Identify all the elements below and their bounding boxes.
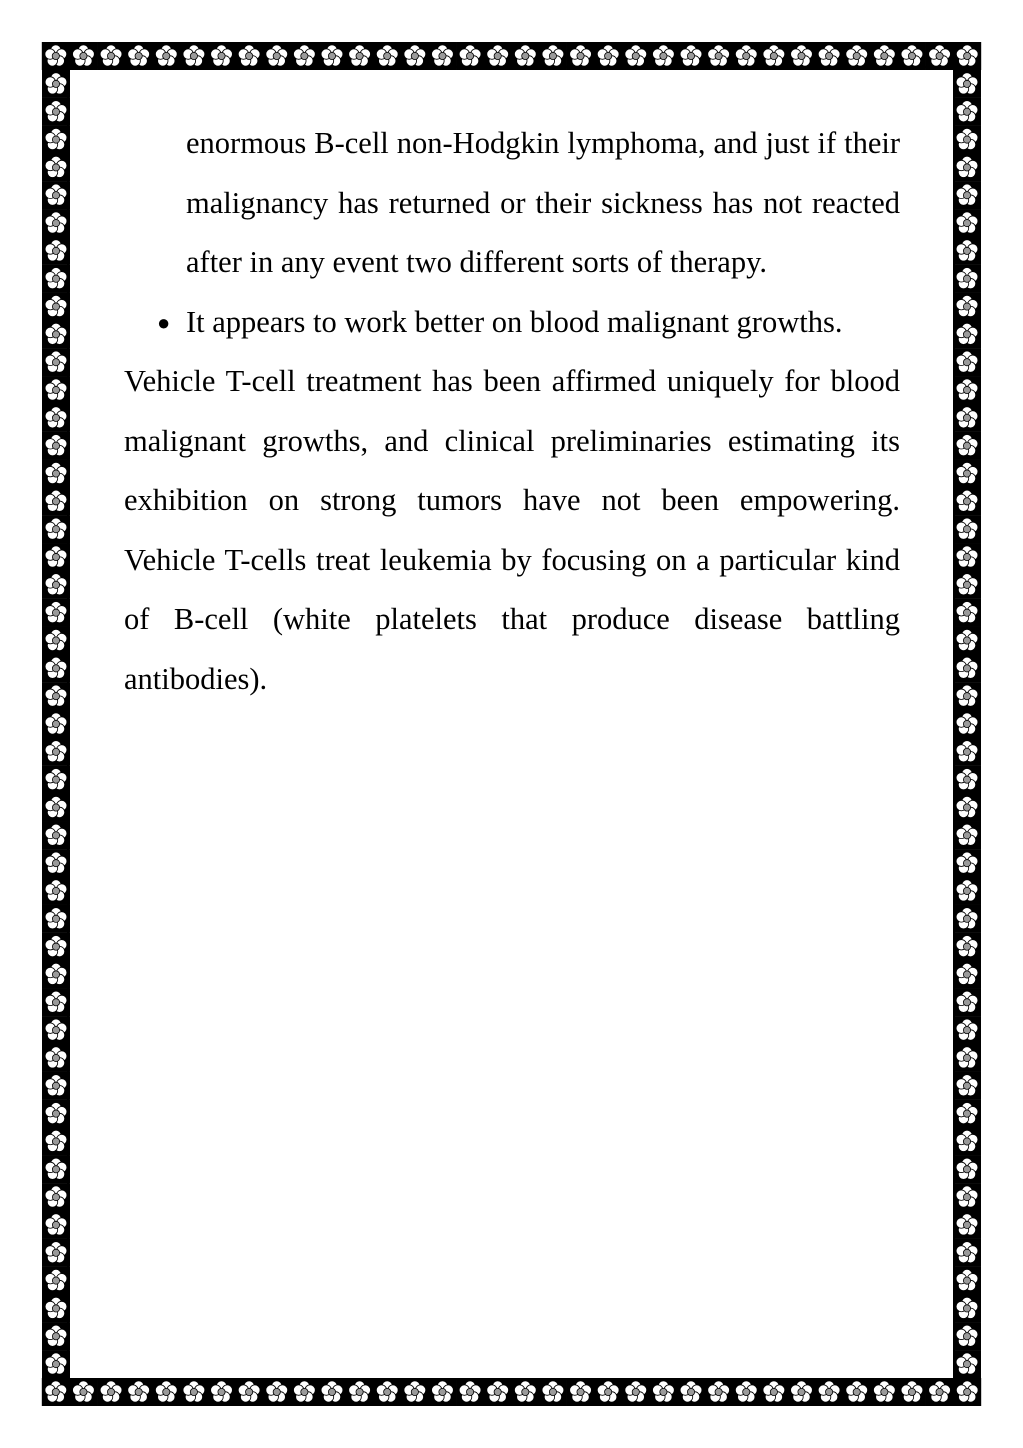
flower-icon <box>42 42 70 70</box>
flower-icon <box>953 1239 981 1267</box>
flower-icon <box>42 376 70 404</box>
flower-icon <box>953 404 981 432</box>
flower-icon <box>732 42 760 70</box>
flower-icon <box>953 1044 981 1072</box>
flower-icon <box>705 42 733 70</box>
flower-icon <box>760 1378 788 1406</box>
flower-icon <box>953 933 981 961</box>
flower-icon <box>318 42 346 70</box>
flower-icon <box>42 654 70 682</box>
flower-icon <box>401 1378 429 1406</box>
flower-icon <box>953 1211 981 1239</box>
flower-icon <box>263 1378 291 1406</box>
flower-icon <box>42 738 70 766</box>
flower-icon <box>953 877 981 905</box>
flower-icon <box>42 515 70 543</box>
flower-icon <box>953 571 981 599</box>
flower-icon <box>42 988 70 1016</box>
flower-icon <box>953 515 981 543</box>
flower-icon <box>953 42 981 70</box>
flower-icon <box>953 1155 981 1183</box>
flower-icon <box>953 348 981 376</box>
flower-icon <box>42 293 70 321</box>
flower-icon <box>235 1378 263 1406</box>
flower-icon <box>953 1100 981 1128</box>
bullet-icon: ● <box>157 309 171 335</box>
flower-icon <box>953 293 981 321</box>
flower-icon <box>953 599 981 627</box>
list-item-text: It appears to work better on blood malignant growths. <box>186 304 843 339</box>
flower-icon <box>539 42 567 70</box>
flower-icon <box>953 988 981 1016</box>
flower-icon <box>843 1378 871 1406</box>
flower-icon <box>953 126 981 154</box>
flower-icon <box>42 1350 70 1378</box>
flower-icon <box>953 1267 981 1295</box>
flower-icon <box>125 1378 153 1406</box>
flower-icon <box>290 1378 318 1406</box>
flower-icon <box>42 487 70 515</box>
flower-icon <box>787 1378 815 1406</box>
flower-icon <box>649 42 677 70</box>
flower-icon <box>843 42 871 70</box>
flower-icon <box>953 1183 981 1211</box>
flower-icon <box>649 1378 677 1406</box>
flower-icon <box>42 1127 70 1155</box>
flower-icon <box>42 1100 70 1128</box>
flower-icon <box>511 1378 539 1406</box>
flower-icon <box>484 1378 512 1406</box>
flower-icon <box>898 1378 926 1406</box>
flower-icon <box>953 1127 981 1155</box>
flower-icon <box>42 960 70 988</box>
flower-icon <box>953 181 981 209</box>
flower-icon <box>760 42 788 70</box>
flower-icon <box>401 42 429 70</box>
flower-icon <box>42 766 70 794</box>
flower-icon <box>953 376 981 404</box>
flower-icon <box>926 42 954 70</box>
flower-icon <box>42 404 70 432</box>
flower-icon <box>373 1378 401 1406</box>
flower-icon <box>97 42 125 70</box>
flower-icon <box>953 821 981 849</box>
flower-icon <box>953 960 981 988</box>
flower-icon <box>42 1267 70 1295</box>
flower-icon <box>484 42 512 70</box>
flower-icon <box>511 42 539 70</box>
flower-icon <box>677 1378 705 1406</box>
flower-icon <box>346 42 374 70</box>
flower-icon <box>953 905 981 933</box>
flower-icon <box>953 265 981 293</box>
flower-icon <box>870 1378 898 1406</box>
flower-icon <box>953 98 981 126</box>
flower-icon <box>622 1378 650 1406</box>
flower-icon <box>42 877 70 905</box>
flower-icon <box>953 320 981 348</box>
flower-icon <box>953 487 981 515</box>
document-body <box>124 114 900 709</box>
flower-icon <box>42 1211 70 1239</box>
flower-icon <box>456 42 484 70</box>
flower-icon <box>539 1378 567 1406</box>
flower-icon <box>953 654 981 682</box>
flower-icon <box>787 42 815 70</box>
list-item-text: enormous B-cell non-Hodgkin lymphoma, and just if their malignancy has returned or their sickness has not reacted after in any event two different sorts of therapy. <box>186 126 900 279</box>
flower-icon <box>125 42 153 70</box>
flower-icon <box>42 710 70 738</box>
flower-icon <box>953 460 981 488</box>
flower-icon <box>926 1378 954 1406</box>
flower-icon <box>42 98 70 126</box>
flower-icon <box>42 237 70 265</box>
flower-icon <box>42 460 70 488</box>
flower-icon <box>290 42 318 70</box>
flower-icon <box>42 933 70 961</box>
flower-icon <box>373 42 401 70</box>
flower-icon <box>953 1072 981 1100</box>
flower-icon <box>42 181 70 209</box>
body-paragraph: Vehicle T-cell treatment has been affirmed uniquely for blood malignant growths, and clinical preliminaries estimating its exhibition on strong tumors have not been empowering. Vehicle T-cells treat leukemia by focusing on a particular kind of B-cell (white platelets that produce disease battling antibodies). <box>124 364 900 696</box>
flower-icon <box>42 571 70 599</box>
flower-icon <box>152 1378 180 1406</box>
flower-icon <box>898 42 926 70</box>
flower-icon <box>953 237 981 265</box>
flower-icon <box>42 1016 70 1044</box>
flower-icon <box>235 42 263 70</box>
flower-icon <box>815 1378 843 1406</box>
flower-icon <box>180 42 208 70</box>
flower-icon <box>42 1183 70 1211</box>
flower-icon <box>42 1155 70 1183</box>
flower-icon <box>208 42 236 70</box>
flower-icon <box>953 710 981 738</box>
flower-icon <box>953 738 981 766</box>
flower-icon <box>815 42 843 70</box>
flower-icon <box>953 1322 981 1350</box>
flower-icon <box>318 1378 346 1406</box>
flower-icon <box>953 682 981 710</box>
flower-icon <box>69 1378 97 1406</box>
list-item-bullet <box>124 293 900 353</box>
flower-icon <box>705 1378 733 1406</box>
flower-icon <box>208 1378 236 1406</box>
flower-icon <box>42 1239 70 1267</box>
flower-icon <box>97 1378 125 1406</box>
flower-icon <box>42 821 70 849</box>
flower-icon <box>953 1378 981 1406</box>
flower-icon <box>42 627 70 655</box>
flower-icon <box>152 42 180 70</box>
flower-icon <box>953 1350 981 1378</box>
flower-icon <box>870 42 898 70</box>
flower-icon <box>732 1378 760 1406</box>
flower-icon <box>953 793 981 821</box>
flower-icon <box>42 126 70 154</box>
flower-icon <box>953 627 981 655</box>
flower-icon <box>953 1294 981 1322</box>
flower-icon <box>428 1378 456 1406</box>
flower-icon <box>42 1322 70 1350</box>
flower-icon <box>42 1044 70 1072</box>
flower-icon <box>42 1294 70 1322</box>
flower-icon <box>42 1072 70 1100</box>
flower-icon <box>594 1378 622 1406</box>
flower-icon <box>263 42 291 70</box>
flower-icon <box>42 153 70 181</box>
flower-icon <box>42 905 70 933</box>
flower-icon <box>567 42 595 70</box>
flower-icon <box>42 1378 70 1406</box>
flower-icon <box>953 70 981 98</box>
flower-icon <box>953 849 981 877</box>
flower-icon <box>953 432 981 460</box>
flower-icon <box>42 265 70 293</box>
flower-icon <box>180 1378 208 1406</box>
flower-icon <box>42 682 70 710</box>
flower-icon <box>953 766 981 794</box>
flower-icon <box>953 153 981 181</box>
flower-icon <box>567 1378 595 1406</box>
list-item-continuation <box>124 114 900 293</box>
flower-icon <box>346 1378 374 1406</box>
flower-icon <box>953 209 981 237</box>
flower-icon <box>42 348 70 376</box>
flower-icon <box>42 599 70 627</box>
flower-icon <box>69 42 97 70</box>
flower-icon <box>42 70 70 98</box>
flower-icon <box>42 209 70 237</box>
flower-icon <box>677 42 705 70</box>
flower-icon <box>42 793 70 821</box>
flower-icon <box>953 1016 981 1044</box>
flower-icon <box>42 543 70 571</box>
flower-icon <box>428 42 456 70</box>
flower-icon <box>594 42 622 70</box>
flower-icon <box>456 1378 484 1406</box>
flower-icon <box>42 432 70 460</box>
flower-icon <box>953 543 981 571</box>
flower-icon <box>42 849 70 877</box>
flower-icon <box>42 320 70 348</box>
flower-icon <box>622 42 650 70</box>
